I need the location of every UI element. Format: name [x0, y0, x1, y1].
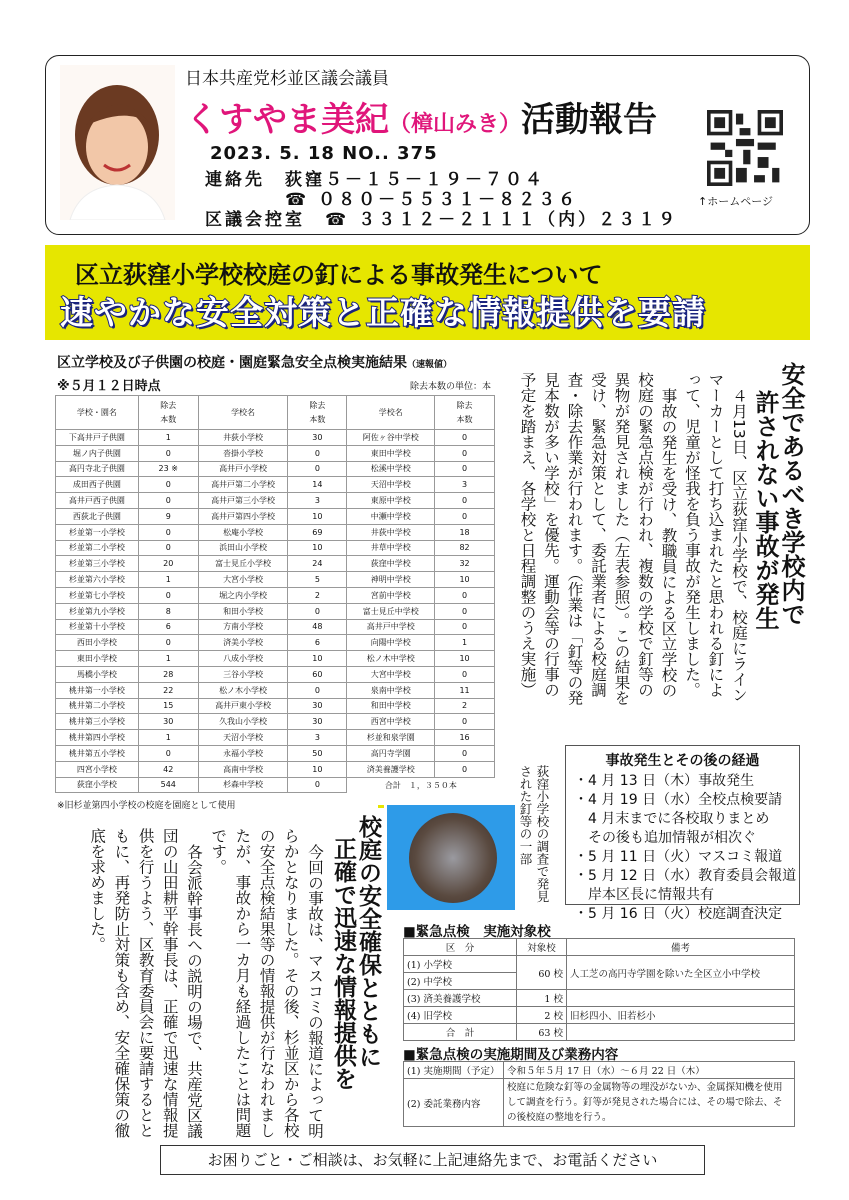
school-name: 東田中学校 [347, 445, 435, 461]
cell: 合 計 [404, 1024, 517, 1041]
header-cell: 除去 本数 [138, 396, 198, 430]
removed-count: 10 [288, 508, 347, 524]
removed-count: 60 [288, 666, 347, 682]
school-name: 桃井第五小学校 [56, 745, 139, 761]
removed-count: 28 [138, 666, 198, 682]
marker [378, 805, 384, 808]
table-row [56, 714, 495, 730]
targets-title: ■緊急点検 実施対象校 [403, 924, 551, 940]
school-name: 桃井第一小学校 [56, 682, 139, 698]
school-name: 杉並第七小学校 [56, 587, 139, 603]
removed-count: 0 [435, 430, 495, 446]
table-row [56, 761, 495, 777]
header-cell: 学校名 [198, 396, 288, 430]
removed-count: 30 [138, 714, 198, 730]
table-row [56, 619, 495, 635]
timeline-item: ・5 月 16 日（火）校庭調査決定 [574, 906, 783, 922]
article2-body [35, 828, 327, 1138]
school-name: 松ノ木中学校 [347, 651, 435, 667]
office-contact [205, 205, 678, 230]
school-name: 杉並和泉学園 [347, 730, 435, 746]
removed-count: 0 [435, 603, 495, 619]
removed-count: 0 [435, 761, 495, 777]
paragraph: 今回の事故は、マスコミの報道によって明らかとなりました。その後、杉並区から各校の安全点検結果等の情報提供が行なわれましたが、事故から一カ月も経過したことは問題です。 [209, 828, 324, 1138]
removed-count: 82 [435, 540, 495, 556]
cell: 令和５年５月 17 日（水）～６月 22 日（木） [504, 1062, 795, 1079]
header-cell: 区 分 [404, 939, 517, 956]
timeline-item: ・4 月 19 日（水）全校点検要請 [574, 792, 783, 808]
school-name: 東原中学校 [347, 493, 435, 509]
school-name: 方南小学校 [198, 619, 288, 635]
school-name: 高円寺北子供園 [56, 461, 139, 477]
removed-count: 0 [435, 508, 495, 524]
school-name: 天沼中学校 [347, 477, 435, 493]
table-row [56, 603, 495, 619]
removed-count: 10 [288, 540, 347, 556]
school-name: 久我山小学校 [198, 714, 288, 730]
removed-count: 0 [138, 524, 198, 540]
table-row [404, 956, 795, 973]
header-cell: 除去 本数 [288, 396, 347, 430]
newsletter-title [185, 92, 657, 141]
removed-count: 3 [435, 477, 495, 493]
removed-count: 6 [138, 619, 198, 635]
school-name: 井草中学校 [347, 540, 435, 556]
removed-count: 0 [138, 540, 198, 556]
school-name: 松溪中学校 [347, 461, 435, 477]
school-name: 和田小学校 [198, 603, 288, 619]
removed-count: 0 [288, 461, 347, 477]
table-row [56, 651, 495, 667]
removed-count: 0 [288, 445, 347, 461]
phone-number: ☎ ０８０－５５３１－８２３６ [285, 190, 579, 210]
heading-line: 許されない事故が発生 [751, 390, 779, 630]
removed-count: 544 [138, 777, 198, 793]
school-name: 八成小学校 [198, 651, 288, 667]
timeline-box [565, 745, 800, 922]
school-name: 松庵小学校 [198, 524, 288, 540]
table-row [56, 666, 495, 682]
table-row [56, 730, 495, 746]
table-row [56, 572, 495, 588]
removed-count: 8 [138, 603, 198, 619]
removed-count: 10 [288, 651, 347, 667]
school-name: 大宮中学校 [347, 666, 435, 682]
school-name: 井荻小学校 [198, 430, 288, 446]
table-row [56, 477, 495, 493]
headline-subtitle: 区立荻窪小学校校庭の釘による事故発生について [75, 261, 603, 289]
removed-count: 1 [435, 635, 495, 651]
school-name: 成田西子供園 [56, 477, 139, 493]
removed-count: 9 [138, 508, 198, 524]
school-name: 桃井第二小学校 [56, 698, 139, 714]
school-name: 東田小学校 [56, 651, 139, 667]
school-name: 荻窪小学校 [56, 777, 139, 793]
removed-count: 0 [138, 587, 198, 603]
heading-line: 安全であるべき学校内で [777, 362, 805, 626]
table-row [404, 1007, 795, 1024]
school-name: 済美養護学校 [347, 761, 435, 777]
timeline-item: 岸本区長に情報共有 [574, 887, 714, 903]
office-phone: ☎ ３３１２－２１１１（内）２３１９ [325, 210, 679, 230]
removed-count: 10 [435, 651, 495, 667]
removed-count: 10 [288, 761, 347, 777]
cell: (3) 済美養護学校 [404, 990, 517, 1007]
removed-count: 0 [435, 445, 495, 461]
removed-count: 6 [288, 635, 347, 651]
removed-count: 14 [288, 477, 347, 493]
school-name: 合計 １，３５０本 [384, 780, 457, 790]
school-name: 高井戸中学校 [347, 619, 435, 635]
removed-count: 0 [435, 493, 495, 509]
school-name: 高井戸第三小学校 [198, 493, 288, 509]
school-name: 大宮小学校 [198, 572, 288, 588]
school-name: 浜田山小学校 [198, 540, 288, 556]
article1-heading [752, 362, 804, 707]
school-name: 高井戸西子供園 [56, 493, 139, 509]
cell: 1 校 [517, 990, 567, 1007]
school-name: 阿佐ヶ谷中学校 [347, 430, 435, 446]
school-name: 西荻北子供園 [56, 508, 139, 524]
cell: (4) 旧学校 [404, 1007, 517, 1024]
cell: 2 校 [517, 1007, 567, 1024]
office-label: 区議会控室 [205, 210, 305, 230]
results-title [57, 352, 452, 372]
school-name: 堀ノ内子供園 [56, 445, 139, 461]
table-header-row [404, 939, 795, 956]
school-name: 高井戸第四小学校 [198, 508, 288, 524]
removed-count: 0 [138, 445, 198, 461]
school-name: 高井戸小学校 [198, 461, 288, 477]
removed-count: 10 [435, 572, 495, 588]
removed-count: 30 [288, 698, 347, 714]
school-name: 馬橋小学校 [56, 666, 139, 682]
table-row [56, 540, 495, 556]
heading-line: 校庭の安全確保とともに [355, 815, 381, 1068]
removed-count: 0 [435, 714, 495, 730]
paragraph: 各会派幹事長への説明の場で、共産党区議団の山田耕平幹事長は、正確で迅速な情報提供を行うよう、区教育委員会に要請するとともに、再発防止対策も含め、安全確保策の徹底を求めました。 [88, 828, 203, 1138]
header-cell: 学校名 [347, 396, 435, 430]
removed-count: 0 [435, 461, 495, 477]
results-title-note: （速報値） [407, 360, 453, 370]
table-row [56, 524, 495, 540]
results-as-of: ※５月１２日時点 [57, 379, 161, 394]
removed-count: 23 ※ [138, 461, 198, 477]
school-name: 泉南中学校 [347, 682, 435, 698]
school-name: 富士見丘小学校 [198, 556, 288, 572]
table-row [56, 745, 495, 761]
school-name: 桃井第三小学校 [56, 714, 139, 730]
table-row [404, 1062, 795, 1079]
header-cell: 対象校 [517, 939, 567, 956]
homepage-label: ↑ホームページ [698, 195, 773, 208]
removed-count: 1 [138, 430, 198, 446]
removed-count: 1 [138, 730, 198, 746]
inspection-results-table [55, 395, 495, 793]
removed-count: 1 [138, 651, 198, 667]
timeline-item: ・4 月 13 日（木）事故発生 [574, 773, 755, 789]
removed-count: 16 [435, 730, 495, 746]
removed-count: 0 [435, 619, 495, 635]
table-row [404, 1079, 795, 1127]
article1-body [505, 372, 750, 707]
removed-count: 18 [435, 524, 495, 540]
removed-count: 22 [138, 682, 198, 698]
cell: 人工芝の高円寺学園を除いた全区立小中学校 [567, 956, 795, 990]
school-name: 永福小学校 [198, 745, 288, 761]
school-name: 杉並第二小学校 [56, 540, 139, 556]
table-row [56, 698, 495, 714]
removed-count: 0 [288, 682, 347, 698]
removed-count: 0 [288, 777, 347, 793]
removed-count: 48 [288, 619, 347, 635]
header-cell: 除去 本数 [435, 396, 495, 430]
timeline-item: 4 月末までに各校取りまとめ [574, 811, 770, 827]
school-name: 杉森中学校 [198, 777, 288, 793]
school-name: 天沼小学校 [198, 730, 288, 746]
header-cell: 学校・園名 [56, 396, 139, 430]
removed-count: 2 [435, 698, 495, 714]
address: 荻窪５－１５－１９－７０４ [285, 170, 545, 190]
school-name: 沓掛小学校 [198, 445, 288, 461]
school-name: 杉並第一小学校 [56, 524, 139, 540]
school-name: 高井戸第二小学校 [198, 477, 288, 493]
headline-title: 速やかな安全対策と正確な情報提供を要請 [60, 293, 706, 332]
header-cell: 備考 [567, 939, 795, 956]
removed-count: 0 [435, 587, 495, 603]
school-name: 井荻中学校 [347, 524, 435, 540]
table-row [56, 556, 495, 572]
table-row [56, 461, 495, 477]
cell: 旧杉四小、旧若杉小 [567, 1007, 795, 1024]
councillor-photo [60, 65, 175, 220]
heading-line: 正確で迅速な情報提供を [330, 837, 356, 1090]
table-row [56, 430, 495, 446]
table-row [56, 777, 495, 793]
school-name: 杉並第十小学校 [56, 619, 139, 635]
removed-count: 0 [138, 477, 198, 493]
name-reading: （樟山みき） [389, 112, 522, 137]
school-name: 神明中学校 [347, 572, 435, 588]
period-title: ■緊急点検の実施期間及び業務内容 [403, 1047, 619, 1063]
cell: 63 校 [517, 1024, 567, 1041]
school-name: 済美小学校 [198, 635, 288, 651]
school-name: 富士見丘中学校 [347, 603, 435, 619]
photo-caption: 荻窪小学校の調査で発見された釘等の一部 [518, 765, 550, 903]
removed-count: 0 [288, 603, 347, 619]
removed-count: 3 [288, 493, 347, 509]
cell: 校庭に危険な釘等の金属物等の埋没がないか、金属探知機を使用して調査を行う。釘等が発見された場合には、その場で除去、その後校庭の整地を行う。 [504, 1079, 795, 1127]
removed-count: 3 [288, 730, 347, 746]
timeline-item: その後も追加情報が相次ぐ [574, 830, 756, 846]
school-name: 杉並第三小学校 [56, 556, 139, 572]
removed-count: 30 [288, 714, 347, 730]
school-name: 西宮中学校 [347, 714, 435, 730]
cell: 60 校 [517, 956, 567, 990]
removed-count: 2 [288, 587, 347, 603]
contact-label: 連絡先 [205, 170, 265, 190]
school-name: 下高井戸子供園 [56, 430, 139, 446]
table-row [56, 508, 495, 524]
removed-count: 20 [138, 556, 198, 572]
school-name: 三谷小学校 [198, 666, 288, 682]
table-row [56, 493, 495, 509]
school-name: 杉並第六小学校 [56, 572, 139, 588]
table-row [56, 682, 495, 698]
school-name: 杉並第九小学校 [56, 603, 139, 619]
removed-count: 0 [138, 745, 198, 761]
cell: (1) 実施期間（予定） [404, 1062, 504, 1079]
results-footnote: ※旧杉並第四小学校の校庭を園庭として使用 [57, 801, 236, 811]
table-row [56, 635, 495, 651]
removed-count: 30 [288, 430, 347, 446]
timeline-item: ・5 月 12 日（水）教育委員会報道 [574, 868, 797, 884]
school-name: 高南中学校 [198, 761, 288, 777]
table-row [404, 990, 795, 1007]
cell [567, 990, 795, 1007]
report-label: 活動報告 [521, 100, 658, 140]
school-name: 高円寺学園 [347, 745, 435, 761]
school-name: 中瀬中学校 [347, 508, 435, 524]
school-name: 桃井第四小学校 [56, 730, 139, 746]
school-name: 荻窪中学校 [347, 556, 435, 572]
footer-message: お困りごと・ご相談は、お気軽に上記連絡先まで、お電話ください [160, 1145, 705, 1175]
cell: (2) 中学校 [404, 973, 517, 990]
issue-date-number: 2023. 5. 18 NO.. 375 [210, 143, 438, 164]
school-name: 堀之内小学校 [198, 587, 288, 603]
councillor-name: くすやま美紀 [185, 100, 389, 140]
school-name: 和田中学校 [347, 698, 435, 714]
period-table [403, 1061, 795, 1127]
results-unit: 除去本数の単位：本 [410, 382, 492, 392]
removed-count: 1 [138, 572, 198, 588]
cell: (1) 小学校 [404, 956, 517, 973]
removed-count: 0 [138, 635, 198, 651]
removed-count: 15 [138, 698, 198, 714]
table-row [404, 1024, 795, 1041]
removed-count: 11 [435, 682, 495, 698]
table-row [56, 587, 495, 603]
results-title-text: 区立学校及び子供園の校庭・園庭緊急安全点検実施結果 [57, 355, 407, 371]
cell [567, 1024, 795, 1041]
removed-count: 0 [435, 745, 495, 761]
qr-code-icon[interactable] [707, 110, 783, 186]
school-name: 松ノ木小学校 [198, 682, 288, 698]
targets-table [403, 938, 795, 1041]
paragraph: 事故の発生を受け、教職員による区立学校の校庭の緊急点検が行われ、複数の学校で釘等の異物が発見されました（左表参照）。この結果を受け、緊急対策として、委託業者による校庭調査・除去作業が行われます。（作業は「釘等の発見本数が多い学校」を優先。運動会等の行事の予定を踏まえ、各学校と日程調整のうえ実施） [518, 372, 678, 706]
removed-count: 50 [288, 745, 347, 761]
removed-count: 32 [435, 556, 495, 572]
table-row [56, 445, 495, 461]
school-name: 西田小学校 [56, 635, 139, 651]
article2-heading [330, 815, 380, 1145]
timeline-item: ・5 月 11 日（火）マスコミ報道 [574, 849, 783, 865]
affiliation: 日本共産党杉並区議会議員 [185, 69, 389, 89]
removed-count: 0 [435, 666, 495, 682]
timeline-title: 事故発生とその後の経過 [605, 753, 760, 769]
removed-count: 24 [288, 556, 347, 572]
removed-count: 69 [288, 524, 347, 540]
school-name: 高井戸東小学校 [198, 698, 288, 714]
removed-count: 0 [138, 493, 198, 509]
removed-count: 42 [138, 761, 198, 777]
school-name: 四宮小学校 [56, 761, 139, 777]
school-name: 宮前中学校 [347, 587, 435, 603]
school-name: 向陽中学校 [347, 635, 435, 651]
removed-count: 5 [288, 572, 347, 588]
cell: (2) 委託業務内容 [404, 1079, 504, 1127]
nails-photo [387, 805, 515, 910]
paragraph: ４月13日、区立荻窪小学校で、校庭にラインマーカーとして打ち込まれたと思われる釘によって、児童が怪我を負う事故が発生しました。 [683, 372, 748, 702]
